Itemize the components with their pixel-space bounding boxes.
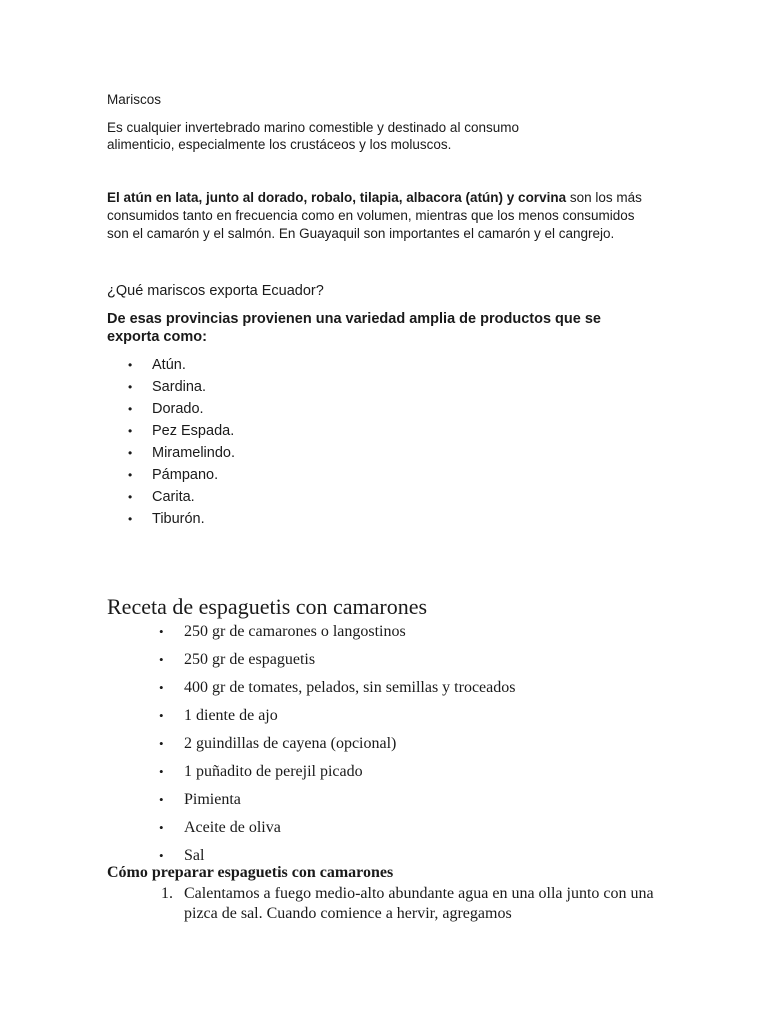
list-item-label: Miramelindo. [152,445,235,461]
bullet-icon: • [128,424,133,438]
bullet-icon: • [159,848,164,863]
step-item [107,884,667,924]
section-title: Mariscos [107,92,162,107]
list-item [107,464,235,486]
ingredient-label: 400 gr de tomates, pelados, sin semillas y troceados [184,679,516,696]
bullet-icon: • [128,490,133,504]
bullet-icon: • [128,468,133,482]
bullet-icon: • [159,708,164,723]
list-item [107,442,235,464]
consumption-rest-text: son los más consumidos tanto en frecuencia como en volumen, mientras que los menos consumidos son el camarón y el salmón. En Guayaquil son importantes el camarón y el cangrejo. [107,190,642,241]
list-item [107,674,515,702]
ingredients-list [107,618,515,870]
bullet-icon: • [159,764,164,779]
step-number: 1. [161,885,173,902]
ingredient-label: Pimienta [184,791,241,808]
list-item-label: Dorado. [152,401,204,417]
ingredient-label: 1 diente de ajo [184,707,278,724]
ingredient-label: 2 guindillas de cayena (opcional) [184,735,397,752]
species-list [107,354,235,530]
bullet-icon: • [159,624,164,639]
bullet-icon: • [159,736,164,751]
step-text: Calentamos a fuego medio-alto abundante agua en una olla junto con una pizca de sal. Cuando comience a hervir, agregamos [184,885,654,922]
list-item [107,758,515,786]
ingredient-label: 1 puñadito de perejil picado [184,763,363,780]
bullet-icon: • [159,792,164,807]
list-item [107,508,235,530]
list-item [107,786,515,814]
intro-paragraph: Es cualquier invertebrado marino comestible y destinado al consumo alimenticio, especialmente los crustáceos y los moluscos. [107,120,519,152]
bullet-icon: • [159,820,164,835]
bullet-icon: • [128,402,133,416]
list-item-label: Atún. [152,357,186,373]
ingredient-label: 250 gr de espaguetis [184,651,316,668]
bullet-icon: • [128,512,133,526]
ingredient-label: Aceite de oliva [184,819,281,836]
preparation-title: Cómo preparar espaguetis con camarones [107,864,394,881]
list-item-label: Pámpano. [152,467,219,483]
list-item [107,814,515,842]
bullet-icon: • [128,358,133,372]
list-item [107,398,235,420]
list-item-label: Pez Espada. [152,423,235,439]
provinces-paragraph: De esas provincias provienen una variedad amplia de productos que se exporta como: [107,311,601,345]
consumption-paragraph [107,189,657,243]
list-item-label: Sardina. [152,379,207,395]
list-item [107,486,235,508]
ingredient-label: Sal [184,847,205,864]
list-item [107,376,235,398]
list-item [107,702,515,730]
bullet-icon: • [159,680,164,695]
list-item [107,354,235,376]
list-item [107,730,515,758]
recipe-title: Receta de espaguetis con camarones [107,594,428,619]
ingredient-label: 250 gr de camarones o langostinos [184,623,406,640]
bullet-icon: • [128,380,133,394]
list-item [107,420,235,442]
export-question: ¿Qué mariscos exporta Ecuador? [107,283,324,299]
consumption-bold-text: El atún en lata, junto al dorado, robalo, tilapia, albacora (atún) y corvina [107,190,567,205]
list-item [107,618,515,646]
bullet-icon: • [159,652,164,667]
list-item-label: Carita. [152,489,195,505]
list-item-label: Tiburón. [152,511,205,527]
bullet-icon: • [128,446,133,460]
list-item [107,646,515,674]
steps-list [107,884,667,924]
